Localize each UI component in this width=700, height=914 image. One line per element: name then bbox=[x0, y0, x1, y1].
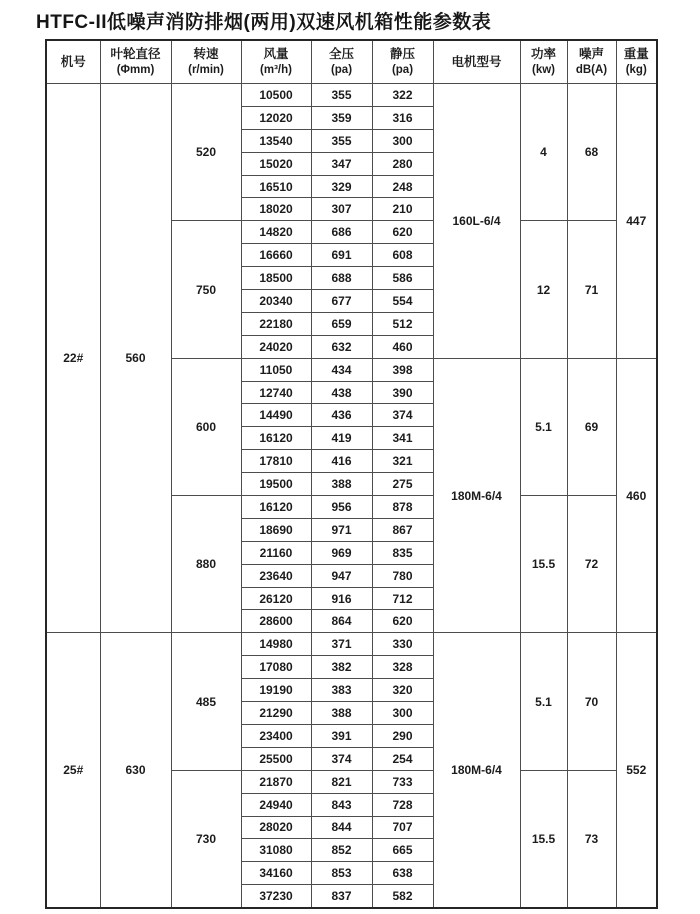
airflow-cell: 12020 bbox=[241, 106, 311, 129]
header-label: 叶轮直径 bbox=[110, 47, 161, 62]
motor-model-cell: 180M-6/4 bbox=[433, 358, 520, 633]
total-pressure-cell: 956 bbox=[311, 496, 372, 519]
motor-model-cell: 160L-6/4 bbox=[433, 84, 520, 359]
total-pressure-cell: 382 bbox=[311, 656, 372, 679]
static-pressure-cell: 878 bbox=[372, 496, 433, 519]
header-unit: (r/min) bbox=[188, 63, 224, 76]
static-pressure-cell: 328 bbox=[372, 656, 433, 679]
total-pressure-cell: 436 bbox=[311, 404, 372, 427]
total-pressure-cell: 659 bbox=[311, 312, 372, 335]
weight-cell: 447 bbox=[616, 84, 657, 359]
column-header-motor-model bbox=[433, 40, 520, 84]
total-pressure-cell: 434 bbox=[311, 358, 372, 381]
airflow-cell: 24940 bbox=[241, 793, 311, 816]
header-unit: (pa) bbox=[391, 63, 414, 76]
static-pressure-cell: 390 bbox=[372, 381, 433, 404]
static-pressure-cell: 707 bbox=[372, 816, 433, 839]
header-label: 全压 bbox=[328, 47, 354, 62]
static-pressure-cell: 300 bbox=[372, 129, 433, 152]
static-pressure-cell: 733 bbox=[372, 770, 433, 793]
airflow-cell: 20340 bbox=[241, 290, 311, 313]
header-unit: (m³/h) bbox=[260, 63, 292, 76]
airflow-cell: 19500 bbox=[241, 473, 311, 496]
total-pressure-cell: 853 bbox=[311, 862, 372, 885]
total-pressure-cell: 916 bbox=[311, 587, 372, 610]
airflow-cell: 23640 bbox=[241, 564, 311, 587]
airflow-cell: 14820 bbox=[241, 221, 311, 244]
header-unit: (kg) bbox=[625, 63, 647, 76]
header-label: 静压 bbox=[389, 47, 415, 62]
static-pressure-cell: 638 bbox=[372, 862, 433, 885]
column-header-static-pressure bbox=[372, 40, 433, 84]
static-pressure-cell: 254 bbox=[372, 747, 433, 770]
total-pressure-cell: 686 bbox=[311, 221, 372, 244]
airflow-cell: 18020 bbox=[241, 198, 311, 221]
static-pressure-cell: 620 bbox=[372, 610, 433, 633]
static-pressure-cell: 374 bbox=[372, 404, 433, 427]
total-pressure-cell: 371 bbox=[311, 633, 372, 656]
static-pressure-cell: 290 bbox=[372, 724, 433, 747]
total-pressure-cell: 821 bbox=[311, 770, 372, 793]
speed-cell: 485 bbox=[171, 633, 241, 770]
static-pressure-cell: 341 bbox=[372, 427, 433, 450]
power-cell: 12 bbox=[520, 221, 567, 358]
static-pressure-cell: 321 bbox=[372, 450, 433, 473]
static-pressure-cell: 330 bbox=[372, 633, 433, 656]
column-header-noise bbox=[567, 40, 616, 84]
static-pressure-cell: 320 bbox=[372, 679, 433, 702]
header-label: 电机型号 bbox=[451, 54, 502, 69]
static-pressure-cell: 210 bbox=[372, 198, 433, 221]
column-header-machine-no bbox=[46, 40, 100, 84]
column-header-diameter bbox=[100, 40, 171, 84]
static-pressure-cell: 728 bbox=[372, 793, 433, 816]
airflow-cell: 23400 bbox=[241, 724, 311, 747]
total-pressure-cell: 438 bbox=[311, 381, 372, 404]
noise-cell: 72 bbox=[567, 496, 616, 633]
airflow-cell: 18690 bbox=[241, 518, 311, 541]
static-pressure-cell: 712 bbox=[372, 587, 433, 610]
airflow-cell: 17080 bbox=[241, 656, 311, 679]
total-pressure-cell: 837 bbox=[311, 885, 372, 908]
airflow-cell: 21290 bbox=[241, 702, 311, 725]
total-pressure-cell: 388 bbox=[311, 473, 372, 496]
power-cell: 15.5 bbox=[520, 496, 567, 633]
airflow-cell: 12740 bbox=[241, 381, 311, 404]
static-pressure-cell: 608 bbox=[372, 244, 433, 267]
total-pressure-cell: 844 bbox=[311, 816, 372, 839]
airflow-cell: 31080 bbox=[241, 839, 311, 862]
airflow-cell: 14980 bbox=[241, 633, 311, 656]
static-pressure-cell: 554 bbox=[372, 290, 433, 313]
column-header-airflow bbox=[241, 40, 311, 84]
power-cell: 5.1 bbox=[520, 633, 567, 770]
total-pressure-cell: 416 bbox=[311, 450, 372, 473]
header-label: 转速 bbox=[193, 47, 219, 62]
fan-performance-table bbox=[45, 39, 658, 909]
header-unit: dB(A) bbox=[575, 63, 608, 76]
airflow-cell: 10500 bbox=[241, 84, 311, 107]
total-pressure-cell: 307 bbox=[311, 198, 372, 221]
static-pressure-cell: 665 bbox=[372, 839, 433, 862]
column-header-weight bbox=[616, 40, 657, 84]
total-pressure-cell: 971 bbox=[311, 518, 372, 541]
diameter-cell: 630 bbox=[100, 633, 171, 908]
airflow-cell: 25500 bbox=[241, 747, 311, 770]
header-label: 重量 bbox=[623, 47, 649, 62]
static-pressure-cell: 316 bbox=[372, 106, 433, 129]
header-unit: (pa) bbox=[330, 63, 353, 76]
header-label: 机号 bbox=[60, 54, 86, 69]
total-pressure-cell: 374 bbox=[311, 747, 372, 770]
static-pressure-cell: 322 bbox=[372, 84, 433, 107]
total-pressure-cell: 691 bbox=[311, 244, 372, 267]
column-header-speed bbox=[171, 40, 241, 84]
speed-cell: 520 bbox=[171, 84, 241, 221]
total-pressure-cell: 843 bbox=[311, 793, 372, 816]
speed-cell: 730 bbox=[171, 770, 241, 907]
machine-no-cell: 22# bbox=[46, 84, 100, 633]
speed-cell: 880 bbox=[171, 496, 241, 633]
header-row bbox=[46, 40, 657, 84]
airflow-cell: 24020 bbox=[241, 335, 311, 358]
machine-no-cell: 25# bbox=[46, 633, 100, 908]
airflow-cell: 11050 bbox=[241, 358, 311, 381]
airflow-cell: 21870 bbox=[241, 770, 311, 793]
total-pressure-cell: 864 bbox=[311, 610, 372, 633]
airflow-cell: 17810 bbox=[241, 450, 311, 473]
motor-model-cell: 180M-6/4 bbox=[433, 633, 520, 908]
static-pressure-cell: 460 bbox=[372, 335, 433, 358]
noise-cell: 68 bbox=[567, 84, 616, 221]
airflow-cell: 13540 bbox=[241, 129, 311, 152]
power-cell: 4 bbox=[520, 84, 567, 221]
total-pressure-cell: 355 bbox=[311, 129, 372, 152]
airflow-cell: 28020 bbox=[241, 816, 311, 839]
noise-cell: 69 bbox=[567, 358, 616, 495]
total-pressure-cell: 677 bbox=[311, 290, 372, 313]
total-pressure-cell: 383 bbox=[311, 679, 372, 702]
airflow-cell: 37230 bbox=[241, 885, 311, 908]
total-pressure-cell: 852 bbox=[311, 839, 372, 862]
total-pressure-cell: 688 bbox=[311, 267, 372, 290]
table-row bbox=[46, 633, 657, 656]
static-pressure-cell: 300 bbox=[372, 702, 433, 725]
total-pressure-cell: 632 bbox=[311, 335, 372, 358]
total-pressure-cell: 388 bbox=[311, 702, 372, 725]
airflow-cell: 22180 bbox=[241, 312, 311, 335]
airflow-cell: 14490 bbox=[241, 404, 311, 427]
total-pressure-cell: 329 bbox=[311, 175, 372, 198]
static-pressure-cell: 280 bbox=[372, 152, 433, 175]
noise-cell: 73 bbox=[567, 770, 616, 907]
weight-cell: 552 bbox=[616, 633, 657, 908]
noise-cell: 70 bbox=[567, 633, 616, 770]
column-header-power bbox=[520, 40, 567, 84]
fan-table-body bbox=[46, 84, 657, 908]
header-unit: (Φmm) bbox=[116, 63, 155, 76]
page-title: HTFC-II低噪声消防排烟(两用)双速风机箱性能参数表 bbox=[36, 12, 492, 33]
airflow-cell: 16120 bbox=[241, 427, 311, 450]
airflow-cell: 34160 bbox=[241, 862, 311, 885]
weight-cell: 460 bbox=[616, 358, 657, 633]
static-pressure-cell: 620 bbox=[372, 221, 433, 244]
airflow-cell: 16510 bbox=[241, 175, 311, 198]
diameter-cell: 560 bbox=[100, 84, 171, 633]
static-pressure-cell: 586 bbox=[372, 267, 433, 290]
static-pressure-cell: 867 bbox=[372, 518, 433, 541]
speed-cell: 600 bbox=[171, 358, 241, 495]
header-unit: (kw) bbox=[532, 63, 555, 76]
static-pressure-cell: 275 bbox=[372, 473, 433, 496]
static-pressure-cell: 512 bbox=[372, 312, 433, 335]
static-pressure-cell: 398 bbox=[372, 358, 433, 381]
airflow-cell: 18500 bbox=[241, 267, 311, 290]
column-header-total-pressure bbox=[311, 40, 372, 84]
airflow-cell: 26120 bbox=[241, 587, 311, 610]
header-label: 风量 bbox=[263, 47, 289, 62]
total-pressure-cell: 419 bbox=[311, 427, 372, 450]
total-pressure-cell: 355 bbox=[311, 84, 372, 107]
total-pressure-cell: 347 bbox=[311, 152, 372, 175]
header-label: 功率 bbox=[530, 47, 556, 62]
airflow-cell: 28600 bbox=[241, 610, 311, 633]
static-pressure-cell: 248 bbox=[372, 175, 433, 198]
static-pressure-cell: 835 bbox=[372, 541, 433, 564]
airflow-cell: 15020 bbox=[241, 152, 311, 175]
airflow-cell: 21160 bbox=[241, 541, 311, 564]
total-pressure-cell: 359 bbox=[311, 106, 372, 129]
airflow-cell: 16120 bbox=[241, 496, 311, 519]
total-pressure-cell: 969 bbox=[311, 541, 372, 564]
power-cell: 15.5 bbox=[520, 770, 567, 907]
table-row bbox=[46, 84, 657, 107]
total-pressure-cell: 391 bbox=[311, 724, 372, 747]
speed-cell: 750 bbox=[171, 221, 241, 358]
static-pressure-cell: 780 bbox=[372, 564, 433, 587]
header-label: 噪声 bbox=[578, 47, 604, 62]
static-pressure-cell: 582 bbox=[372, 885, 433, 908]
airflow-cell: 16660 bbox=[241, 244, 311, 267]
noise-cell: 71 bbox=[567, 221, 616, 358]
total-pressure-cell: 947 bbox=[311, 564, 372, 587]
airflow-cell: 19190 bbox=[241, 679, 311, 702]
power-cell: 5.1 bbox=[520, 358, 567, 495]
